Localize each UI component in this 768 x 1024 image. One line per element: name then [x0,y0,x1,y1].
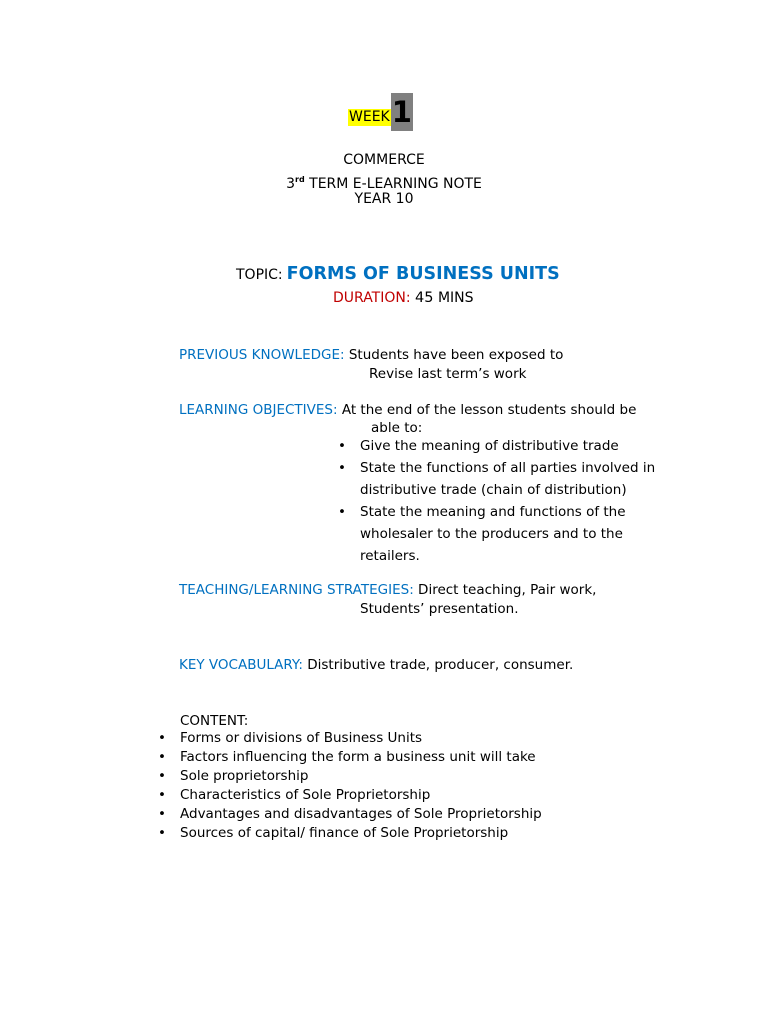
bullet-icon: • [158,787,166,803]
content-item-text: Advantages and disadvantages of Sole Proprietorship [180,806,542,822]
content-item [158,824,508,843]
content-item [158,729,422,748]
content-item [158,748,536,767]
key-vocabulary [179,656,573,674]
previous-knowledge-label: PREVIOUS KNOWLEDGE: [179,347,345,363]
key-vocabulary-text: Distributive trade, producer, consumer. [307,657,574,673]
objective-text: State the meaning and functions of the wholesaler to the producers and to the retailers. [360,504,626,564]
week-number: 1 [391,95,412,129]
previous-knowledge-text: Students have been exposed to [348,347,564,363]
bullet-icon: • [158,749,166,765]
objective-text: State the functions of all parties involved in distributive trade (chain of distribution) [360,460,656,498]
bullet-icon: • [338,504,346,520]
content-label: CONTENT: [180,713,249,729]
topic-line [236,264,560,284]
content-item-text: Factors influencing the form a business unit will take [180,749,536,765]
content-item [158,786,430,805]
key-vocabulary-label: KEY VOCABULARY: [179,657,303,673]
topic-title: FORMS OF BUSINESS UNITS [286,264,560,284]
bullet-icon: • [338,438,346,454]
previous-knowledge-line2: Revise last term’s work [369,366,527,382]
bullet-icon: • [158,768,166,784]
week-heading [348,93,413,131]
term-rest: TERM E-LEARNING NOTE [309,176,482,192]
objective-text: Give the meaning of distributive trade [360,438,619,454]
content-item-text: Characteristics of Sole Proprietorship [180,787,431,803]
bullet-icon: • [338,460,346,476]
duration-value: 45 [415,290,434,306]
topic-label: TOPIC: [236,267,283,283]
year-title: YEAR 10 [354,191,414,207]
learning-objectives [179,401,636,419]
objective-item [338,501,668,567]
bullet-icon: • [158,825,166,841]
teaching-strategies-label: TEACHING/LEARNING STRATEGIES: [179,582,414,598]
term-number: 3 [286,176,296,192]
content-item-text: Sources of capital/ finance of Sole Proprietorship [180,825,509,841]
term-suffix: rd [295,175,305,184]
learning-objectives-intro: At the end of the lesson students should be [341,402,637,418]
teaching-strategies [179,581,596,599]
duration-label: DURATION: [333,290,411,306]
learning-objectives-intro-line2: able to: [371,420,423,436]
content-item [158,767,308,786]
learning-objectives-label: LEARNING OBJECTIVES: [179,402,338,418]
bullet-icon: • [158,806,166,822]
objective-item [338,457,668,501]
subject-title: COMMERCE [343,152,425,168]
content-item-text: Sole proprietorship [180,768,309,784]
objective-item [338,435,668,457]
duration-unit: MINS [437,290,474,306]
content-item [158,805,542,824]
bullet-icon: • [158,730,166,746]
teaching-strategies-text: Direct teaching, Pair work, [418,582,597,598]
previous-knowledge [179,346,563,364]
duration-line [333,290,474,306]
teaching-strategies-line2: Students’ presentation. [360,601,519,617]
content-item-text: Forms or divisions of Business Units [180,730,423,746]
week-label: WEEK [349,109,390,125]
